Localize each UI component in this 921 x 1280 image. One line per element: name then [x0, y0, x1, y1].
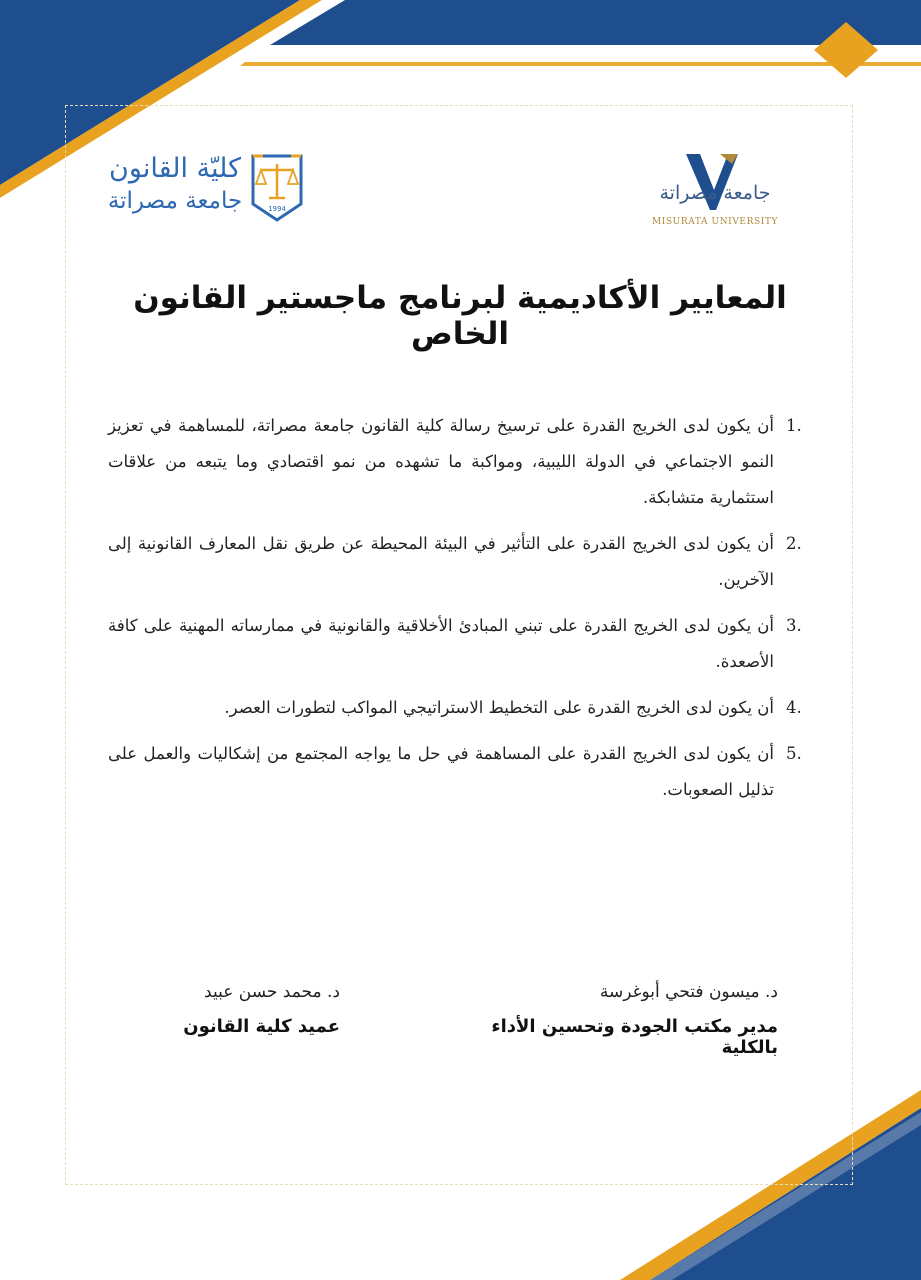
- list-item: [108, 526, 820, 598]
- law-faculty-logo-text: [105, 152, 245, 216]
- scales-of-justice-icon: [249, 152, 305, 224]
- item-number: 5.: [786, 744, 802, 763]
- law-logo-line2: جامعة مصراتة: [107, 188, 243, 214]
- law-faculty-logo: [105, 148, 305, 230]
- item-text: أن يكون لدى الخريج القدرة على ترسيخ رسالة كلية القانون جامعة مصراتة، للمساهمة في تعزيز النمو الاجتماعي في الدولة الليبية، ومواكبة ما تشهده من نمو اقتصادي وما يتبعه من علاقات استثمارية متشابكة.: [108, 416, 774, 507]
- list-item: [108, 408, 820, 516]
- signature-name: د. ميسون فتحي أبوغرسة: [599, 982, 778, 1002]
- item-text: أن يكون لدى الخريج القدرة على التأثير في البيئة المحيطة عن طريق نقل المعارف القانونية إلى الآخرين.: [108, 534, 774, 589]
- document-title: المعايير الأكاديمية لبرنامج ماجستير القانون الخاص: [133, 280, 787, 352]
- list-item: [108, 736, 820, 808]
- university-logo-arabic: جامعة مصراتة: [659, 182, 771, 204]
- item-text: أن يكون لدى الخريج القدرة على التخطيط الاستراتيجي المواكب لتطورات العصر.: [224, 698, 774, 717]
- item-text: أن يكون لدى الخريج القدرة على المساهمة في حل ما يواجه المجتمع من إشكاليات والعمل على تذليل الصعوبات.: [108, 744, 774, 799]
- item-number: 4.: [786, 698, 802, 717]
- top-blue-band: [270, 0, 921, 45]
- standards-list: [108, 408, 820, 818]
- university-logo-english: MISURATA UNIVERSITY: [651, 217, 779, 227]
- item-number: 1.: [786, 416, 802, 435]
- law-logo-year: 1994: [268, 205, 286, 213]
- top-gold-line: [240, 62, 921, 66]
- item-number: 3.: [786, 616, 802, 635]
- list-item: [108, 690, 820, 726]
- misurata-university-logo: [640, 150, 790, 230]
- signature-role: عميد كلية القانون: [183, 1016, 340, 1037]
- signature-role: مدير مكتب الجودة وتحسين الأداء بالكلية: [491, 1016, 778, 1058]
- signature-quality-director: [448, 982, 778, 1058]
- law-logo-line1: كليّة القانون: [109, 153, 241, 184]
- item-text: أن يكون لدى الخريج القدرة على تبني المبادئ الأخلاقية والقانونية في ممارساته المهنية على كافة الأصعدة.: [108, 616, 774, 671]
- item-number: 2.: [786, 534, 802, 553]
- signature-dean: [150, 982, 340, 1037]
- list-item: [108, 608, 820, 680]
- signature-name: د. محمد حسن عبيد: [204, 982, 340, 1002]
